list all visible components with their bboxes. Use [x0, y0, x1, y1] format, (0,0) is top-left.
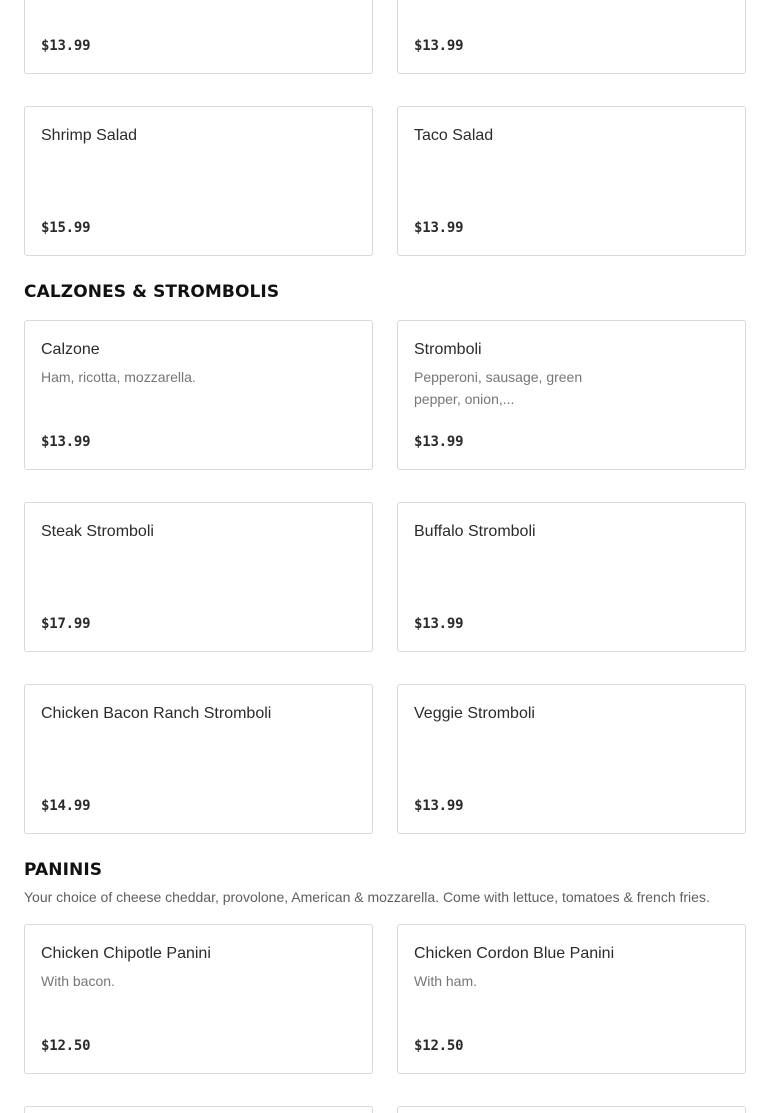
- menu-item-card-chicken-bacon-ranch-stromboli[interactable]: [24, 684, 373, 834]
- menu-item-card-calzone[interactable]: [24, 320, 373, 470]
- menu-item-price: $13.99: [414, 616, 464, 632]
- section-description-paninis: Your choice of cheese cheddar, provolone, American & mozzarella. Come with lettuce, tomatoes & french fries.: [24, 889, 710, 905]
- menu-item-card-chicken-cordon-blue-panini[interactable]: [397, 924, 746, 1074]
- menu-item-price: $15.99: [41, 220, 91, 236]
- menu-item-name: Stromboli: [414, 341, 482, 358]
- menu-item-card[interactable]: [397, 1106, 746, 1113]
- menu-item-card[interactable]: [397, 0, 746, 74]
- menu-item-name: Buffalo Stromboli: [414, 523, 536, 540]
- menu-item-name: Taco Salad: [414, 127, 494, 144]
- menu-item-name: Calzone: [41, 341, 100, 358]
- menu-item-card-buffalo-stromboli[interactable]: [397, 502, 746, 652]
- menu-item-description: Pepperoni, sausage, green pepper, onion,...: [414, 369, 583, 407]
- menu-item-card-veggie-stromboli[interactable]: [397, 684, 746, 834]
- menu-item-price: $12.50: [41, 1038, 91, 1054]
- menu-item-name: Shrimp Salad: [41, 127, 138, 144]
- menu-item-price: $13.99: [414, 798, 464, 814]
- menu-item-description: With ham.: [414, 973, 478, 989]
- menu-item-name: Chicken Chipotle Panini: [41, 945, 211, 962]
- menu-item-name: Veggie Stromboli: [414, 705, 535, 722]
- section-title-calzones: CALZONES & STROMBOLIS: [24, 282, 280, 302]
- menu-item-price: $14.99: [41, 798, 91, 814]
- menu-item-price: $12.50: [414, 1038, 464, 1054]
- menu-item-card-stromboli[interactable]: [397, 320, 746, 470]
- menu-item-card[interactable]: [24, 0, 373, 74]
- menu-item-price: $13.99: [41, 38, 91, 54]
- menu-item-price: $13.99: [414, 434, 464, 450]
- menu-item-card-steak-stromboli[interactable]: [24, 502, 373, 652]
- menu-item-description: Ham, ricotta, mozzarella.: [41, 369, 196, 385]
- menu-item-card-chicken-chipotle-panini[interactable]: [24, 924, 373, 1074]
- menu-item-card[interactable]: [24, 1106, 373, 1113]
- menu-item-card-shrimp-salad[interactable]: [24, 106, 373, 256]
- menu-item-price: $17.99: [41, 616, 91, 632]
- menu-item-price: $13.99: [414, 220, 464, 236]
- menu-item-price: $13.99: [41, 434, 91, 450]
- menu-item-price: $13.99: [414, 38, 464, 54]
- menu-item-name: Chicken Cordon Blue Panini: [414, 945, 615, 962]
- menu-item-name: Steak Stromboli: [41, 523, 154, 540]
- menu-item-name: Chicken Bacon Ranch Stromboli: [41, 705, 272, 722]
- menu-item-card-taco-salad[interactable]: [397, 106, 746, 256]
- section-title-paninis: PANINIS: [24, 860, 103, 880]
- menu-item-description: With bacon.: [41, 973, 115, 989]
